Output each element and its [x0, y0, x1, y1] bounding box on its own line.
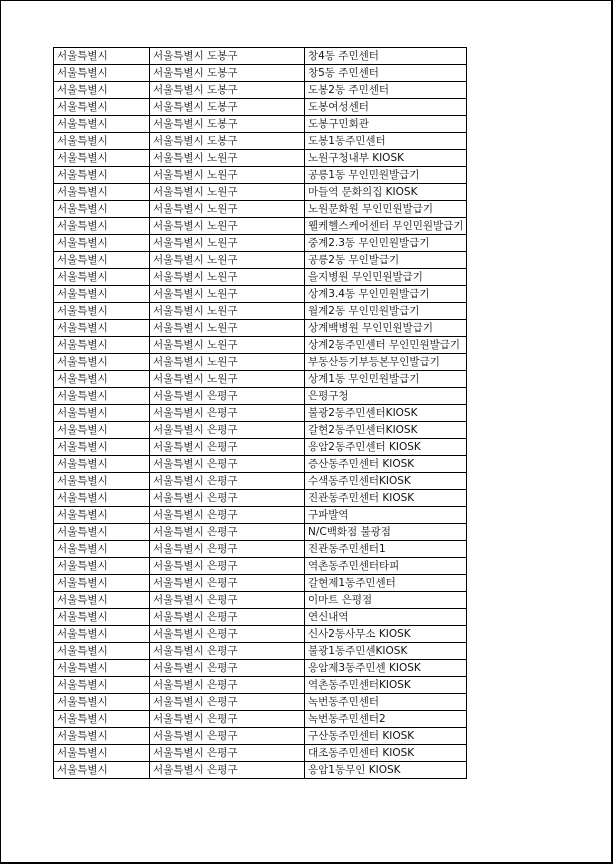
district-cell: 서울특별시 은평구	[150, 694, 305, 711]
table-row	[54, 524, 467, 541]
city-cell: 서울특별시	[54, 133, 150, 150]
table-row	[54, 184, 467, 201]
city-cell: 서울특별시	[54, 507, 150, 524]
table-row	[54, 541, 467, 558]
table-row	[54, 337, 467, 354]
location-cell: 역촌동주민센터KIOSK	[305, 677, 467, 694]
district-cell: 서울특별시 은평구	[150, 575, 305, 592]
city-cell: 서울특별시	[54, 388, 150, 405]
table-row	[54, 575, 467, 592]
city-cell: 서울특별시	[54, 422, 150, 439]
table-row	[54, 303, 467, 320]
table-row	[54, 252, 467, 269]
district-cell: 서울특별시 은평구	[150, 745, 305, 762]
location-cell: 을지병원 무인민원발급기	[305, 269, 467, 286]
location-cell: 도봉2동 주민센터	[305, 82, 467, 99]
location-cell: 창4동 주민센터	[305, 48, 467, 65]
table-row	[54, 507, 467, 524]
table-row	[54, 320, 467, 337]
table-row	[54, 286, 467, 303]
district-cell: 서울특별시 은평구	[150, 677, 305, 694]
city-cell: 서울특별시	[54, 592, 150, 609]
table-row	[54, 405, 467, 422]
location-cell: 응암1동무인 KIOSK	[305, 762, 467, 779]
data-table	[53, 47, 467, 779]
district-cell: 서울특별시 노원구	[150, 167, 305, 184]
district-cell: 서울특별시 노원구	[150, 303, 305, 320]
location-cell: 녹번동주민센터	[305, 694, 467, 711]
district-cell: 서울특별시 은평구	[150, 490, 305, 507]
location-cell: 진관동주민센터1	[305, 541, 467, 558]
table-row	[54, 133, 467, 150]
table-row	[54, 235, 467, 252]
table-row	[54, 745, 467, 762]
city-cell: 서울특별시	[54, 575, 150, 592]
district-cell: 서울특별시 노원구	[150, 150, 305, 167]
table-row	[54, 388, 467, 405]
district-cell: 서울특별시 노원구	[150, 337, 305, 354]
location-cell: 녹번동주민센터2	[305, 711, 467, 728]
city-cell: 서울특별시	[54, 660, 150, 677]
city-cell: 서울특별시	[54, 745, 150, 762]
location-cell: 공릉1동 무인민원발급기	[305, 167, 467, 184]
location-cell: 수색동주민센터KIOSK	[305, 473, 467, 490]
table-row	[54, 643, 467, 660]
district-cell: 서울특별시 은평구	[150, 388, 305, 405]
location-cell: 상계2동주민센터 무인민원발급기	[305, 337, 467, 354]
city-cell: 서울특별시	[54, 337, 150, 354]
table-row	[54, 694, 467, 711]
district-cell: 서울특별시 은평구	[150, 473, 305, 490]
location-cell: 응암2동주민센터 KIOSK	[305, 439, 467, 456]
table-row	[54, 218, 467, 235]
location-cell: 부동산등기부등본무인발급기	[305, 354, 467, 371]
table-row	[54, 150, 467, 167]
district-cell: 서울특별시 은평구	[150, 405, 305, 422]
location-cell: 이마트 은평점	[305, 592, 467, 609]
table-row	[54, 82, 467, 99]
city-cell: 서울특별시	[54, 524, 150, 541]
city-cell: 서울특별시	[54, 354, 150, 371]
district-cell: 서울특별시 은평구	[150, 626, 305, 643]
table-row	[54, 558, 467, 575]
city-cell: 서울특별시	[54, 711, 150, 728]
location-cell: 상계백병원 무인민원발급기	[305, 320, 467, 337]
location-cell: 불광2동주민센터KIOSK	[305, 405, 467, 422]
city-cell: 서울특별시	[54, 286, 150, 303]
location-cell: N/C백화점 불광점	[305, 524, 467, 541]
table-row	[54, 65, 467, 82]
location-cell: 은평구청	[305, 388, 467, 405]
district-cell: 서울특별시 은평구	[150, 456, 305, 473]
location-cell: 상계1동 무인민원발급기	[305, 371, 467, 388]
city-cell: 서울특별시	[54, 269, 150, 286]
district-cell: 서울특별시 은평구	[150, 439, 305, 456]
city-cell: 서울특별시	[54, 48, 150, 65]
city-cell: 서울특별시	[54, 558, 150, 575]
location-cell: 진관동주민센터 KIOSK	[305, 490, 467, 507]
location-cell: 신사2동사무소 KIOSK	[305, 626, 467, 643]
city-cell: 서울특별시	[54, 405, 150, 422]
city-cell: 서울특별시	[54, 490, 150, 507]
district-cell: 서울특별시 노원구	[150, 201, 305, 218]
table-row	[54, 422, 467, 439]
district-cell: 서울특별시 은평구	[150, 541, 305, 558]
district-cell: 서울특별시 은평구	[150, 643, 305, 660]
district-cell: 서울특별시 도봉구	[150, 82, 305, 99]
location-cell: 노원문화원 무인민원발급기	[305, 201, 467, 218]
district-cell: 서울특별시 은평구	[150, 609, 305, 626]
city-cell: 서울특별시	[54, 150, 150, 167]
table-row	[54, 660, 467, 677]
district-cell: 서울특별시 노원구	[150, 252, 305, 269]
city-cell: 서울특별시	[54, 184, 150, 201]
table-row	[54, 371, 467, 388]
location-cell: 응암제3동주민센 KIOSK	[305, 660, 467, 677]
city-cell: 서울특별시	[54, 65, 150, 82]
table-row	[54, 354, 467, 371]
city-cell: 서울특별시	[54, 320, 150, 337]
city-cell: 서울특별시	[54, 439, 150, 456]
location-cell: 도봉구민회관	[305, 116, 467, 133]
location-cell: 마들역 문화의집 KIOSK	[305, 184, 467, 201]
location-cell: 웰케헬스케어센터 무인민원발급기	[305, 218, 467, 235]
location-cell: 도봉1동주민센터	[305, 133, 467, 150]
district-cell: 서울특별시 노원구	[150, 218, 305, 235]
city-cell: 서울특별시	[54, 626, 150, 643]
table-row	[54, 116, 467, 133]
city-cell: 서울특별시	[54, 201, 150, 218]
location-cell: 구파발역	[305, 507, 467, 524]
table-row	[54, 728, 467, 745]
district-cell: 서울특별시 은평구	[150, 422, 305, 439]
location-cell: 연신내역	[305, 609, 467, 626]
table-body	[54, 48, 467, 779]
district-cell: 서울특별시 은평구	[150, 762, 305, 779]
district-cell: 서울특별시 은평구	[150, 558, 305, 575]
location-cell: 증산동주민센터 KIOSK	[305, 456, 467, 473]
city-cell: 서울특별시	[54, 643, 150, 660]
location-cell: 노원구청내부 KIOSK	[305, 150, 467, 167]
location-cell: 공릉2동 무인발급기	[305, 252, 467, 269]
district-cell: 서울특별시 은평구	[150, 660, 305, 677]
district-cell: 서울특별시 도봉구	[150, 99, 305, 116]
city-cell: 서울특별시	[54, 762, 150, 779]
district-cell: 서울특별시 도봉구	[150, 116, 305, 133]
district-cell: 서울특별시 은평구	[150, 524, 305, 541]
city-cell: 서울특별시	[54, 218, 150, 235]
city-cell: 서울특별시	[54, 541, 150, 558]
city-cell: 서울특별시	[54, 303, 150, 320]
city-cell: 서울특별시	[54, 694, 150, 711]
district-cell: 서울특별시 도봉구	[150, 65, 305, 82]
location-cell: 구산동주민센터 KIOSK	[305, 728, 467, 745]
location-cell: 역촌동주민센터타피	[305, 558, 467, 575]
table-row	[54, 48, 467, 65]
table-row	[54, 609, 467, 626]
table-row	[54, 677, 467, 694]
district-cell: 서울특별시 은평구	[150, 711, 305, 728]
table-row	[54, 592, 467, 609]
city-cell: 서울특별시	[54, 116, 150, 133]
district-cell: 서울특별시 노원구	[150, 354, 305, 371]
district-cell: 서울특별시 노원구	[150, 320, 305, 337]
district-cell: 서울특별시 은평구	[150, 507, 305, 524]
city-cell: 서울특별시	[54, 252, 150, 269]
district-cell: 서울특별시 노원구	[150, 371, 305, 388]
district-cell: 서울특별시 은평구	[150, 592, 305, 609]
table-row	[54, 490, 467, 507]
city-cell: 서울특별시	[54, 82, 150, 99]
table-row	[54, 99, 467, 116]
table-row	[54, 473, 467, 490]
city-cell: 서울특별시	[54, 677, 150, 694]
location-cell: 불광1동주민센KIOSK	[305, 643, 467, 660]
table-row	[54, 269, 467, 286]
table-row	[54, 456, 467, 473]
location-cell: 도봉여성센터	[305, 99, 467, 116]
city-cell: 서울특별시	[54, 99, 150, 116]
location-cell: 갈현제1동주민센터	[305, 575, 467, 592]
city-cell: 서울특별시	[54, 728, 150, 745]
table-row	[54, 201, 467, 218]
location-cell: 창5동 주민센터	[305, 65, 467, 82]
table-row	[54, 762, 467, 779]
location-cell: 월계2동 무인민원발급기	[305, 303, 467, 320]
city-cell: 서울특별시	[54, 609, 150, 626]
table-row	[54, 167, 467, 184]
district-cell: 서울특별시 은평구	[150, 728, 305, 745]
city-cell: 서울특별시	[54, 167, 150, 184]
city-cell: 서울특별시	[54, 456, 150, 473]
district-cell: 서울특별시 노원구	[150, 286, 305, 303]
table-row	[54, 711, 467, 728]
district-cell: 서울특별시 노원구	[150, 184, 305, 201]
city-cell: 서울특별시	[54, 235, 150, 252]
district-cell: 서울특별시 노원구	[150, 235, 305, 252]
district-cell: 서울특별시 도봉구	[150, 133, 305, 150]
district-cell: 서울특별시 노원구	[150, 269, 305, 286]
city-cell: 서울특별시	[54, 473, 150, 490]
location-cell: 중계2.3동 무인민원발급기	[305, 235, 467, 252]
table-row	[54, 439, 467, 456]
location-cell: 상계3.4동 무인민원발급기	[305, 286, 467, 303]
city-cell: 서울특별시	[54, 371, 150, 388]
table-row	[54, 626, 467, 643]
location-cell: 갈현2동주민센터KIOSK	[305, 422, 467, 439]
location-cell: 대조동주민센터 KIOSK	[305, 745, 467, 762]
district-cell: 서울특별시 도봉구	[150, 48, 305, 65]
